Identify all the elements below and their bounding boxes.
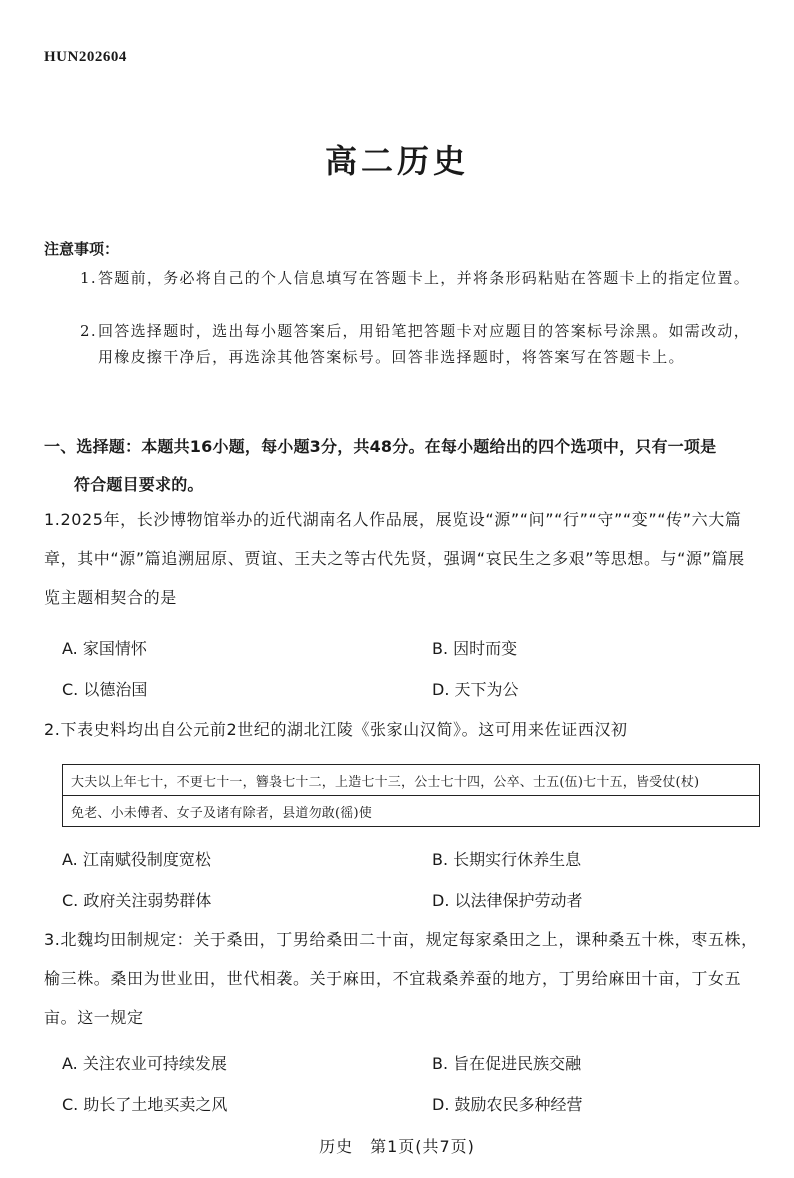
source-table xyxy=(62,764,760,827)
option-a[interactable]: A. 江南赋役制度宽松 xyxy=(62,850,211,869)
option-c[interactable]: C. 以德治国 xyxy=(62,680,148,699)
question-1 xyxy=(44,500,760,617)
question-stem: 2.下表史料均出自公元前2世纪的湖北江陵《张家山汉简》。这可用来佐证西汉初 xyxy=(44,720,628,739)
notice-heading: 注意事项： xyxy=(44,240,120,258)
table-cell: 大夫以上年七十，不更七十一，簪袅七十二，上造七十三，公士七十四，公卒、士五(伍)七十五，皆受仗(杖) xyxy=(63,765,760,796)
option-b[interactable]: B. 因时而变 xyxy=(432,639,518,658)
question-3 xyxy=(44,920,760,1037)
question-stem: 3.北魏均田制规定：关于桑田，丁男给桑田二十亩，规定每家桑田之上，课种桑五十株，枣五株，榆三株。桑田为世业田，世代相袭。关于麻田，不宜栽桑养蚕的地方，丁男给麻田十亩，丁女五亩。这一规定 xyxy=(44,930,758,1027)
notice-item xyxy=(80,318,760,370)
table-cell: 免老、小未傅者、女子及诸有除者，县道勿敢(徭)使 xyxy=(63,796,760,827)
question-stem: 1.2025年，长沙博物馆举办的近代湖南名人作品展，展览设“源”“问”“行”“守”“变”“传”六大篇章，其中“源”篇追溯屈原、贾谊、王夫之等古代先贤，强调“哀民生之多艰”等思想。与“源”篇展览主题相契合的是 xyxy=(44,510,745,607)
option-b[interactable]: B. 旨在促进民族交融 xyxy=(432,1054,582,1073)
option-a[interactable]: A. 家国情怀 xyxy=(62,639,147,658)
section-heading-line1: 一、选择题：本题共16小题，每小题3分，共48分。在每小题给出的四个选项中，只有一项是 xyxy=(44,437,717,456)
option-b[interactable]: B. 长期实行休养生息 xyxy=(432,850,582,869)
option-d[interactable]: D. 鼓励农民多种经营 xyxy=(432,1095,583,1114)
notice-item xyxy=(80,265,760,291)
question-2 xyxy=(44,710,760,749)
page-title: 高二历史 xyxy=(324,142,469,180)
notice-item-number: 2. xyxy=(80,322,97,340)
table-row xyxy=(63,796,760,827)
option-a[interactable]: A. 关注农业可持续发展 xyxy=(62,1054,227,1073)
notice-item-text: 回答选择题时，选出每小题答案后，用铅笔把答题卡对应题目的答案标号涂黑。如需改动，用橡皮擦干净后，再选涂其他答案标号。回答非选择题时，将答案写在答题卡上。 xyxy=(98,322,751,366)
table-row xyxy=(63,765,760,796)
section-heading-line2: 符合题目要求的。 xyxy=(74,475,204,494)
page-footer: 历史 第1页(共7页) xyxy=(319,1137,475,1156)
notice-item-number: 1. xyxy=(80,269,97,287)
exam-code: HUN202604 xyxy=(44,49,127,65)
option-d[interactable]: D. 天下为公 xyxy=(432,680,519,699)
notice-item-text: 答题前，务必将自己的个人信息填写在答题卡上，并将条形码粘贴在答题卡上的指定位置。 xyxy=(98,269,751,287)
option-c[interactable]: C. 助长了土地买卖之风 xyxy=(62,1095,228,1114)
option-c[interactable]: C. 政府关注弱势群体 xyxy=(62,891,212,910)
option-d[interactable]: D. 以法律保护劳动者 xyxy=(432,891,583,910)
section-heading xyxy=(44,428,764,504)
